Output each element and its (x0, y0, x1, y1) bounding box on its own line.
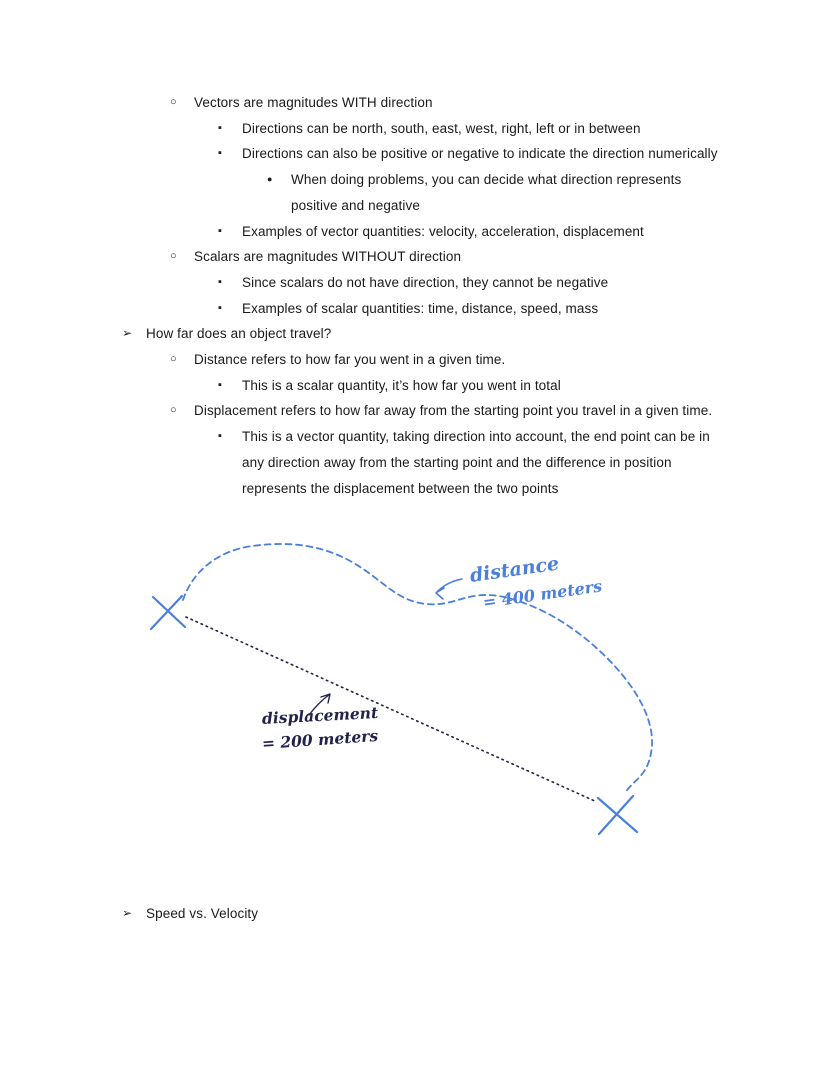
displacement-label: displacement (261, 703, 379, 729)
bullet-arrow-icon: ➢ (122, 326, 133, 341)
bullet-disc-icon: ● (267, 174, 273, 185)
start-x-mark (151, 596, 185, 629)
list-item-text: Scalars are magnitudes WITHOUT direction (194, 249, 462, 265)
bullet-circle-icon: ○ (170, 353, 177, 366)
list-item (0, 116, 828, 142)
list-item-text: Examples of vector quantities: velocity, acceleration, displacement (242, 223, 644, 239)
end-x-mark (598, 796, 637, 834)
distance-displacement-diagram (0, 501, 828, 901)
list-item (0, 296, 828, 322)
bullet-square-icon: ▪ (218, 430, 222, 443)
list-item-text: Directions can also be positive or negative to indicate the direction numerically (242, 146, 718, 162)
bullet-square-icon: ▪ (218, 224, 222, 237)
displacement-line-group (186, 617, 597, 802)
list-item-text: Speed vs. Velocity (146, 906, 259, 922)
bullet-square-icon: ▪ (218, 275, 222, 288)
bullet-circle-icon: ○ (170, 404, 177, 417)
list-item-text: Vectors are magnitudes WITH direction (194, 95, 433, 110)
list-item (0, 347, 828, 373)
list-item (0, 167, 828, 218)
list-item-text: Directions can be north, south, east, west, right, left or in between (242, 120, 641, 136)
bullet-square-icon: ▪ (218, 121, 222, 134)
bullet-square-icon: ▪ (218, 378, 222, 391)
list-item-text: This is a vector quantity, taking direction into account, the end point can be in any direction away from the starting point and the difference in position represents the displacement between the two points (242, 429, 710, 496)
list-item (0, 90, 828, 116)
bullet-circle-icon: ○ (170, 250, 177, 263)
list-item-text: This is a scalar quantity, it’s how far you went in total (242, 377, 561, 393)
bullet-square-icon: ▪ (218, 147, 222, 160)
displacement-line (186, 617, 597, 802)
list-item (0, 901, 828, 927)
distance-arrow-icon (436, 579, 462, 599)
list-item-text: Since scalars do not have direction, they cannot be negative (242, 274, 609, 290)
list-item (0, 424, 828, 501)
list-item-text: Displacement refers to how far away from the starting point you travel in a given time. (194, 403, 713, 419)
distance-value-label: = 400 meters (481, 576, 604, 613)
list-item (0, 270, 828, 296)
list-item-text: Distance refers to how far you went in a given time. (194, 352, 506, 368)
displacement-value-label: = 200 meters (261, 726, 379, 754)
list-item-text: When doing problems, you can decide what direction represents positive and negative (291, 172, 682, 213)
distance-label: distance (468, 552, 561, 588)
bullet-square-icon: ▪ (218, 301, 222, 314)
list-item (0, 244, 828, 270)
list-item (0, 373, 828, 399)
list-item (0, 398, 828, 424)
list-item (0, 219, 828, 245)
list-item (0, 321, 828, 347)
diagram-canvas (0, 501, 828, 901)
list-item (0, 141, 828, 167)
bullet-arrow-icon: ➢ (122, 906, 133, 921)
list-item-text: How far does an object travel? (146, 326, 332, 342)
bullet-circle-icon: ○ (170, 96, 177, 108)
list-item-text: Examples of scalar quantities: time, distance, speed, mass (242, 300, 599, 316)
